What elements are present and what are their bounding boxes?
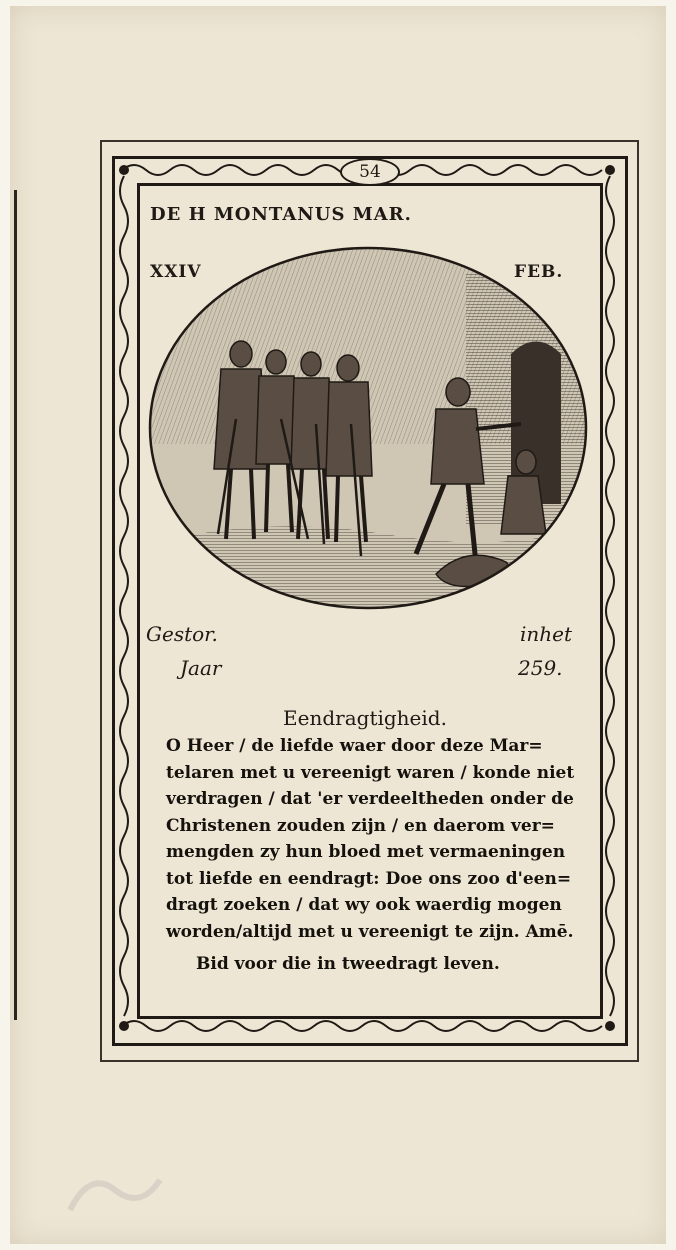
page-number-cartouche: 54 — [340, 158, 400, 186]
saint-title: DE H MONTANUS MAR. — [150, 204, 412, 225]
prayer-line: O Heer / de liefde waer door deze Mar= — [166, 736, 543, 756]
prayer-line: tot liefde en eendragt: Doe ons zoo d'een= — [166, 868, 572, 889]
caption-died: Gestor. — [146, 622, 218, 646]
prayer-line: Christenen zouden zijn / en daerom ver= — [166, 815, 555, 836]
closing-exhortation: Bid voor die in tweedragt leven. — [196, 954, 500, 974]
feast-day: XXIV — [150, 262, 202, 282]
prayer-line: mengden zy hun bloed met vermaeningen — [166, 842, 566, 862]
caption-year-number: 259. — [518, 656, 563, 680]
virtue-heading: Eendragtigheid. — [283, 706, 447, 730]
prayer-line: dragt zoeken / dat wy ook waerdig mogen — [166, 895, 562, 915]
prayer-line: worden/altijd met u vereenigt te zijn. Amē. — [166, 921, 574, 942]
engraving-martyrdom-scene — [146, 244, 596, 614]
prayer-line: telaren met u vereenigt waren / konde niet — [166, 762, 575, 783]
feast-month: FEB. — [514, 262, 564, 282]
prayer-line: verdragen / dat 'er verdeeltheden onder de — [166, 789, 574, 809]
paper-edge-line — [14, 190, 17, 1020]
caption-year: Jaar — [180, 656, 222, 680]
caption-in-the: inhet — [520, 622, 573, 646]
prayer-text — [166, 733, 586, 945]
faint-stamp-mark — [60, 1150, 180, 1230]
